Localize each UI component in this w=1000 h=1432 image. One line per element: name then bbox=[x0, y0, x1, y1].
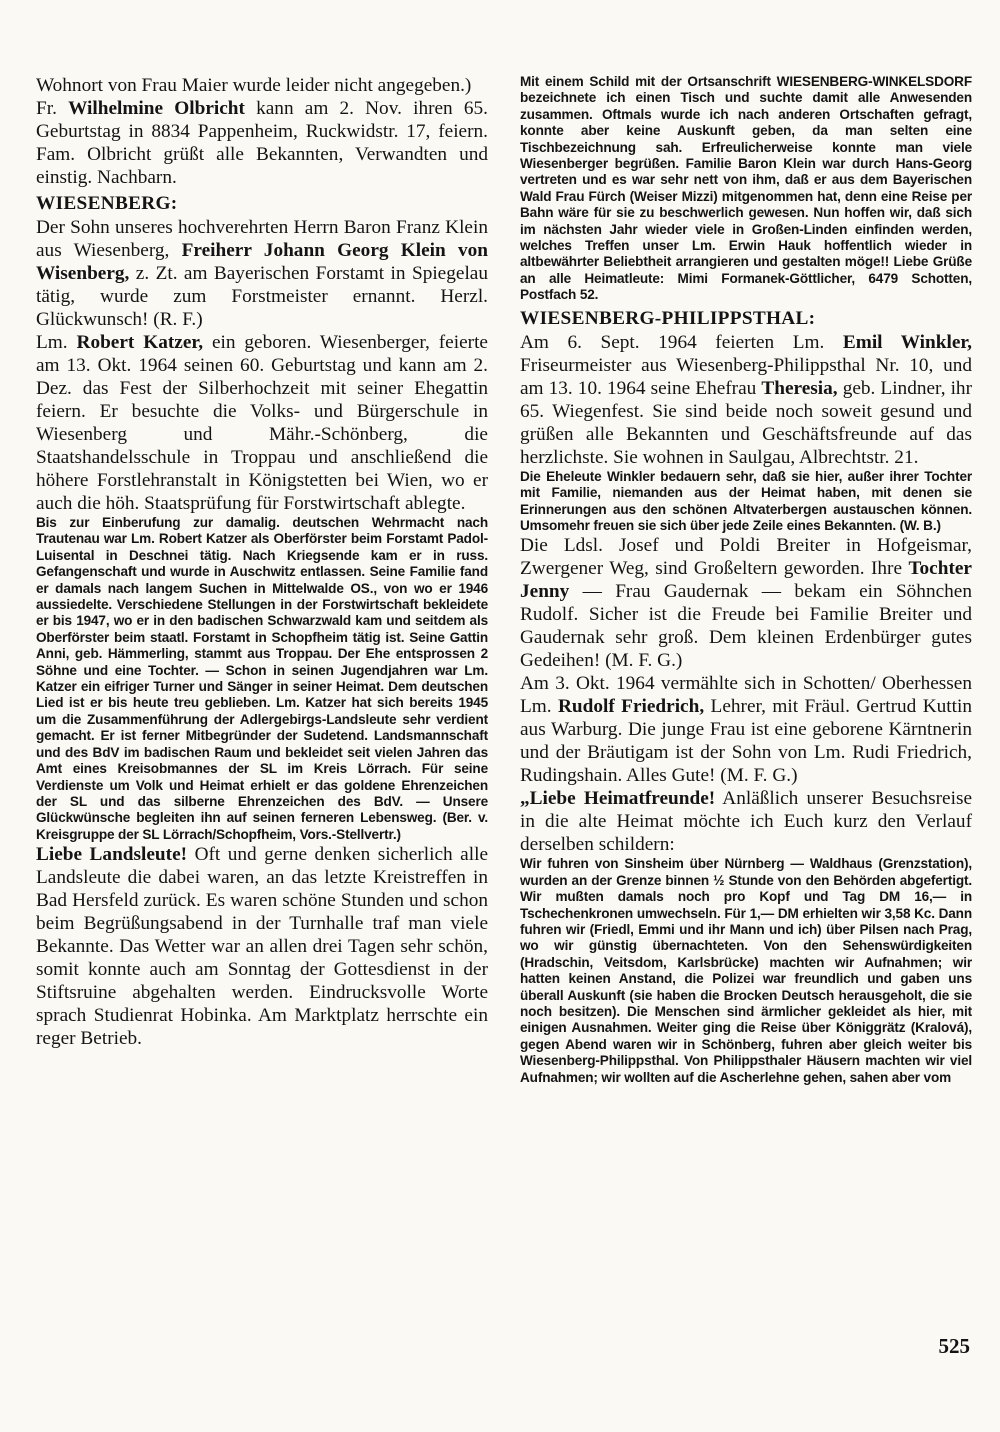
text: Am 3. Okt. 1964 vermählte sich in Schotten/ Oberhessen Lm. bbox=[520, 673, 972, 718]
text: Oft und gerne denken sicherlich alle Landsleute die dabei waren, an das letzte Kreistreffen in Bad Hersfeld zurück. Es waren schöne Stunden und schon beim Begrüßungsabend in der Turnhalle traf man viele Bekannte. Das Wetter war an allen drei Tagen sehr schön, somit konnte auch am Sonntag der Gottesdienst in der Stiftsruine abgehalten werden. Eindrucksvolle Worte sprach Studienrat Hobinka. Am Marktplatz herrschte ein reger Betrieb. bbox=[36, 844, 488, 1050]
page-number: 525 bbox=[938, 1334, 970, 1358]
small-paragraph bbox=[520, 856, 972, 1086]
text: z. Zt. am Bayerischen Forstamt in Spiegelau tätig, wurde zum Forstmeister ernannt. Herzl. Glückwunsch! (R. F.) bbox=[36, 263, 488, 330]
small-paragraph bbox=[36, 515, 488, 843]
paragraph bbox=[36, 216, 488, 331]
bold-text: „Liebe Heimatfreunde! bbox=[520, 788, 716, 810]
text: kann am 2. Nov. ihren 65. Geburtstag in 8834 Pappenheim, Ruckwidstr. 17, feiern. Fam. Olbricht grüßt alle Bekannten, Verwandten und einstig. Nachbarn. bbox=[36, 98, 488, 188]
left-column bbox=[36, 74, 488, 1086]
text: 6479 Schotten, Postfach 52. bbox=[520, 270, 972, 303]
text: Lm. bbox=[36, 332, 77, 353]
bold-text: Tochter Jenny bbox=[520, 558, 972, 603]
bold-text: Mimi Formanek-Göttlicher, bbox=[677, 270, 856, 286]
paragraph bbox=[36, 97, 488, 189]
paragraph bbox=[36, 843, 488, 1050]
paragraph bbox=[36, 331, 488, 515]
small-paragraph bbox=[520, 469, 972, 535]
bold-text: Wilhelmine Olbricht bbox=[68, 98, 245, 119]
text: Der Sohn unseres hochverehrten Herrn Baron Franz Klein aus Wiesenberg, bbox=[36, 217, 488, 261]
bold-text: Robert Katzer, bbox=[76, 332, 204, 353]
paragraph bbox=[520, 331, 972, 469]
text: Lehrer, mit Fräul. Gertrud Kuttin aus Warburg. Die junge Frau ist eine geborene Kärntnerin und der Bräutigam ist der Sohn von Lm. Rudi Friedrich, Rudingshain. Alles Gute! (M. F. G.) bbox=[520, 696, 972, 787]
text: Mit einem Schild mit der Ortsanschrift WIESENBERG-WINKELSDORF bezeichnete ich einen Tisch und suchte damit alle Anwesenden zusammen. Oftmals wurde ich nach anderen Ortschaften gefragt, konnte aber keine Auskunft geben, da man selten eine Tischbezeichnung sah. Erfreulicherweise konnte man viele Wiesenberger begrüßen. Familie Baron Klein war durch Hans-Georg vertreten und es war sehr nett von ihm, daß er aus dem Bayerischen Wald Frau Fürch (Weiser Mizzi) mitgenommen hat, denn eine Reise per Bahn wäre für sie zu beschwerlich gewesen. Nun hoffen wir, daß sich im nächsten Jahr wieder viele in Großen-Linden einfinden werden, welches Treffen unser Lm. Erwin Hauk hoffentlich wieder in altbewährter Beliebtheit arrangieren und gestalten möge!! Liebe Grüße an alle Heimatleute: bbox=[520, 74, 972, 286]
paragraph bbox=[36, 74, 488, 97]
text: Wir fuhren von Sinsheim über Nürnberg — Waldhaus (Grenzstation), wurden an der Grenze binnen ½ Stunde von den Behörden abgefertigt. Wir mußten damals noch pro Kopf und Tag DM 16,— in Tschechenkronen umwechseln. Für 1,— DM erhielten wir 3,58 Kc. Dann fuhren wir (Friedl, Emmi und ihr Mann und ich) über Pilsen nach Prag, wo wir günstig übernachteten. Von den Sehenswürdigkeiten (Hradschin, Veitsdom, Karlsbrücke) machten wir Aufnahmen; wir hatten keinen Anstand, die Polizei war freundlich und gaben uns überall Auskunft (sie haben die Brocken Deutsch herausgeholt, die sie noch besitzen). Die Menschen sind ärmlicher gekleidet als hier, mit einigen Ausnahmen. Weiter ging die Reise über Königgrätz (Kralová), gegen Abend waren wir in Schönberg, fuhren aber gleich weiter bis Wiesenberg-Philippsthal. Von Philippsthaler Häusern machten wir viel Aufnahmen; wir wollten auf die Ascherlehne gehen, sahen aber vom bbox=[520, 856, 972, 1085]
paragraph bbox=[520, 672, 972, 787]
bold-text: Freiherr Johann Georg Klein von Wisenberg, bbox=[36, 240, 488, 284]
text: Bis zur Einberufung zur damalig. deutschen Wehrmacht nach Trautenau war Lm. Robert Katzer als Oberförster beim Forstamt Padol-Luisental in Deschnei tätig. Nach Kriegsende kam er in russ. Gefangenschaft und wurde in Auschwitz entlassen. Seine Familie fand er damals nach langem Suchen in Mittelwalde OS., von wo er 1946 aussiedelte. Verschiedene Stellungen in der Forstwirtschaft bekleidete er bis 1947, wo er in den badischen Schwarzwald kam und seitdem als Oberförster beim staatl. Forstamt in Schopfheim tätig ist. Seine Gattin Anni, geb. Hämmerling, stammt aus Troppau. Der Ehe entsprossen 2 Söhne und eine Tochter. — Schon in seinen Jugendjahren war Lm. Katzer ein eifriger Turner und Sänger in seiner Heimat. Dem deutschen Lied ist er bis heute treu geblieben. Lm. Katzer hat sich bereits 1945 um die Zusammenführung der Adlergebirgs-Landsleute sehr verdient gemacht. Er ist ferner Mitbegründer der Sudetend. Landsmannschaft und des BdV im badischen Raum und bekleidet seit vielen Jahren das Amt eines Kreisobmannes der SL im Kreis Lörrach. Für seine Verdienste um Volk und Heimat erhielt er das goldene Ehrenzeichen der SL und das silberne Ehrenzeichen des BdV. — Unsere Glückwünsche begleiten ihn auf seinen ferneren Lebensweg. (Ber. v. Kreisgruppe der SL Lörrach/Schopfheim, Vors.-Stellvertr.) bbox=[36, 515, 488, 842]
text: — Frau Gaudernak — bekam ein Söhnchen Rudolf. Sicher ist die Freude bei Familie Breiter und Gaudernak sehr groß. Dem kleinen Erdenbürger gutes Gedeihen! (M. F. G.) bbox=[520, 581, 972, 672]
text: Die Ldsl. Josef und Poldi Breiter in Hofgeismar, Zwergener Weg, sind Großeltern geworden. Ihre bbox=[520, 535, 972, 580]
text: Fr. bbox=[36, 98, 69, 119]
text: Die Eheleute Winkler bedauern sehr, daß sie hier, außer ihrer Tochter mit Familie, niemanden aus der Heimat haben, mit denen sie Erinnerungen aus den schönen Altvaterbergen austauschen können. Umsomehr freuen sie sich über jede Zeile eines Bekannten. (W. B.) bbox=[520, 468, 972, 533]
paragraph bbox=[520, 534, 972, 672]
text: Friseurmeister aus Wiesenberg-Philippsthal Nr. 10, und am 13. 10. 1964 seine Ehefrau bbox=[520, 354, 972, 399]
section-heading bbox=[36, 192, 488, 215]
bold-text: Theresia, bbox=[761, 377, 838, 399]
paragraph bbox=[520, 787, 972, 856]
small-paragraph bbox=[520, 74, 972, 304]
section-heading bbox=[520, 307, 972, 330]
text: Am 6. Sept. 1964 feierten Lm. bbox=[520, 331, 843, 353]
text: geb. Lindner, ihr 65. Wiegenfest. Sie sind beide noch soweit gesund und grüßen alle Bekannten und Geschäftsfreunde auf das herzlichste. Sie wohnen in Saulgau, Albrechtstr. 21. bbox=[520, 377, 972, 468]
bold-text: Rudolf Friedrich, bbox=[557, 696, 705, 718]
bold-text: WIESENBERG-PHILIPPSTHAL: bbox=[520, 307, 816, 329]
bold-text: Emil Winkler, bbox=[842, 331, 972, 353]
text-columns bbox=[36, 74, 972, 1086]
text: Anläßlich unserer Besuchsreise in die alte Heimat möchte ich Euch kurz den Verlauf derselben schildern: bbox=[520, 788, 973, 856]
bold-text: WIESENBERG: bbox=[36, 193, 178, 214]
text: ein geboren. Wiesenberger, feierte am 13. Okt. 1964 seinen 60. Geburtstag und kann am 2. Dez. das Fest der Silberhochzeit mit seiner Ehegattin feiern. Er besuchte die Volks- und Bürgerschule in Wiesenberg und Mähr.-Schönberg, die Staatshandelsschule in Troppau und anschließend die höhere Forstlehranstalt in Königstetten bei Wien, wo er auch die höh. Staatsprüfung für Forstwirtschaft ablegte. bbox=[36, 332, 488, 514]
right-column bbox=[520, 74, 972, 1086]
text: Wohnort von Frau Maier wurde leider nicht angegeben.) bbox=[36, 75, 472, 96]
bold-text: Liebe Landsleute! bbox=[36, 844, 188, 866]
